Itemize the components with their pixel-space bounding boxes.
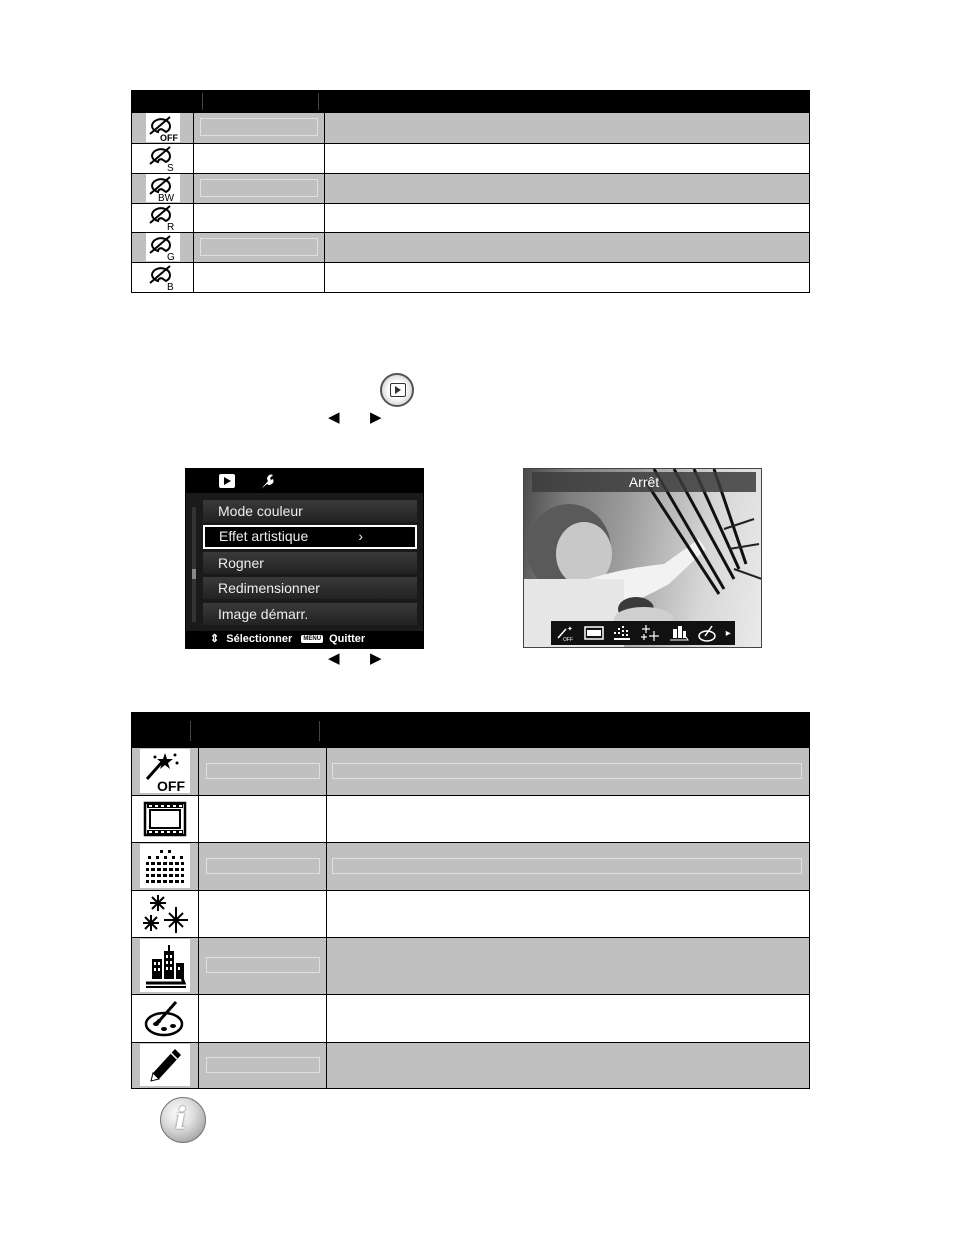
info-note-icon: i xyxy=(160,1097,206,1143)
effect-off-icon[interactable] xyxy=(555,624,575,642)
svg-text:BW: BW xyxy=(158,193,175,202)
city-icon xyxy=(140,939,190,992)
table-row xyxy=(132,262,809,292)
city-icon[interactable] xyxy=(669,624,689,642)
menu-item-image-demarr[interactable]: Image démarr. xyxy=(203,603,417,625)
svg-text:OFF: OFF xyxy=(563,637,574,642)
svg-text:G: G xyxy=(167,252,175,261)
color-green-icon xyxy=(146,233,180,261)
art-effect-table xyxy=(131,712,810,1089)
menu-item-effet-artistique[interactable]: Effet artistique › xyxy=(203,525,417,549)
effect-off-icon xyxy=(140,749,190,793)
svg-text:✦: ✦ xyxy=(567,626,574,633)
film-icon[interactable] xyxy=(584,624,604,642)
right-arrow-icon: ▶ xyxy=(370,650,382,667)
table-header xyxy=(132,713,809,747)
chevron-right-icon: › xyxy=(358,528,363,544)
palette-icon[interactable] xyxy=(697,624,717,642)
table-header xyxy=(132,91,809,112)
menu-item-mode-couleur[interactable]: Mode couleur xyxy=(203,500,417,522)
menu-badge: MENU xyxy=(303,636,322,643)
svg-text:B: B xyxy=(167,282,174,291)
menu-item-rogner[interactable]: Rogner xyxy=(203,552,417,574)
effect-title: Arrêt xyxy=(532,472,756,492)
menu-item-redimensionner[interactable]: Redimensionner xyxy=(203,577,417,599)
playback-button-icon xyxy=(380,373,414,407)
color-off-icon xyxy=(146,113,180,142)
color-bw-icon xyxy=(146,174,180,202)
film-icon xyxy=(140,797,190,840)
color-red-icon xyxy=(146,204,180,231)
svg-text:R: R xyxy=(167,222,175,231)
updown-arrow-icon: ⇕ xyxy=(210,633,220,645)
svg-text:S: S xyxy=(167,163,174,172)
menu-footer: ⇕ Sélectionner MENU Quitter xyxy=(186,631,423,648)
color-blue-icon xyxy=(146,263,180,291)
wrench-tab-icon[interactable] xyxy=(259,473,275,489)
table-row xyxy=(132,994,809,1042)
svg-text:OFF: OFF xyxy=(160,132,178,142)
sparkle-icon xyxy=(140,892,190,935)
left-arrow-icon: ◀ xyxy=(328,409,340,426)
menu-scrollbar[interactable] xyxy=(192,507,196,622)
svg-text:OFF: OFF xyxy=(157,778,185,793)
camera-menu-screen xyxy=(185,468,424,649)
table-row xyxy=(132,890,809,937)
palette-icon xyxy=(140,996,190,1040)
right-arrow-icon[interactable]: ▸ xyxy=(725,627,731,639)
right-arrow-icon: ▶ xyxy=(370,409,382,426)
play-tab-icon[interactable] xyxy=(218,473,236,489)
pencil-icon xyxy=(140,1044,190,1086)
pixel-icon xyxy=(140,844,190,888)
photo-preview xyxy=(523,468,762,648)
table-row xyxy=(132,203,809,232)
menu-topbar xyxy=(186,469,423,493)
color-sepia-icon xyxy=(146,144,180,172)
effect-selector-bar[interactable] xyxy=(551,621,735,645)
color-mode-table xyxy=(131,90,810,293)
table-row xyxy=(132,143,809,173)
pixel-icon[interactable] xyxy=(612,624,632,642)
left-arrow-icon: ◀ xyxy=(328,650,340,667)
sparkle-icon[interactable] xyxy=(640,624,660,642)
table-row xyxy=(132,795,809,842)
